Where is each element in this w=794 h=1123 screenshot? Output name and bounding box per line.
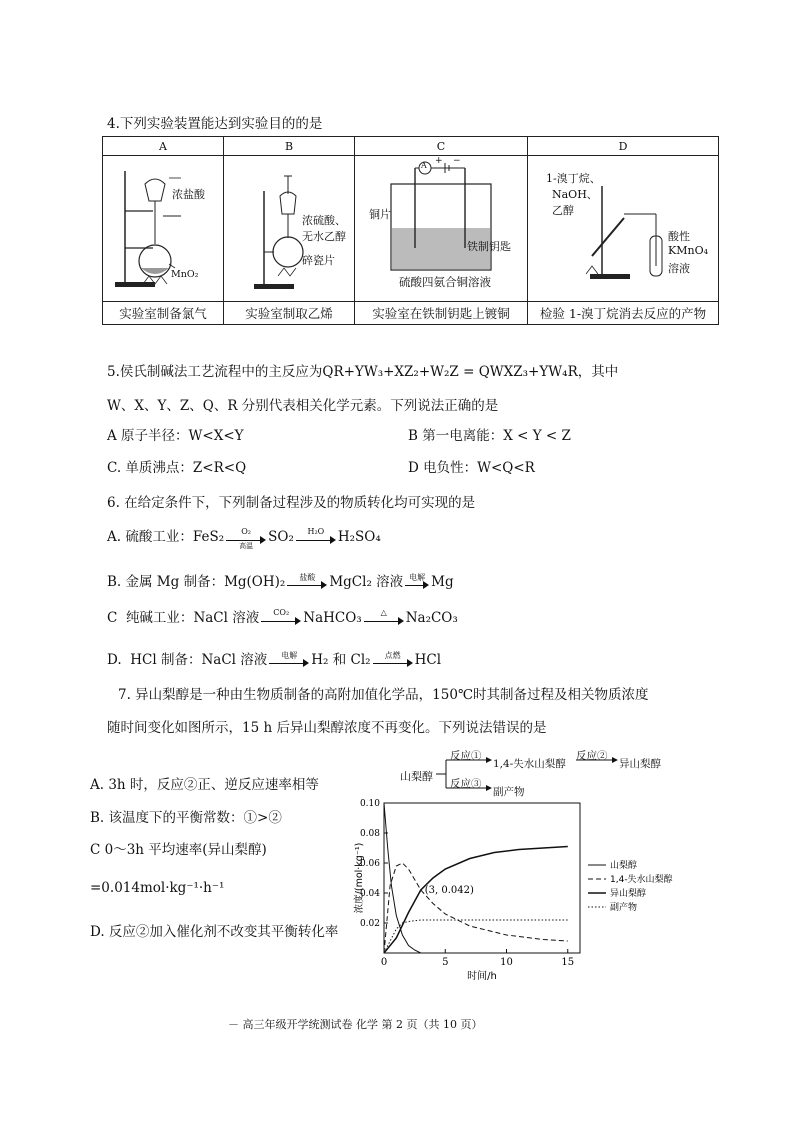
- x-tick-label: 0: [380, 957, 388, 968]
- caption-b: 实验室制取乙烯: [224, 302, 355, 325]
- label-porcelain: 碎瓷片: [302, 254, 335, 267]
- scheme-sorbitol: 山梨醇: [400, 770, 433, 783]
- caption-c: 实验室在铁制钥匙上镀铜: [355, 302, 528, 325]
- apparatus-a-cell: [103, 156, 224, 302]
- y-tick-label: 0.08: [359, 829, 380, 839]
- header-b: B: [224, 137, 355, 156]
- legend-label-2: 异山梨醇: [610, 889, 647, 899]
- page-footer: － 高三年级开学统测试卷 化学 第 2 页（共 10 页）: [228, 1018, 483, 1031]
- label-kmno4: KMnO₄: [668, 244, 708, 257]
- x-axis-label: 时间/h: [467, 971, 497, 982]
- q6-option-d: D. HCl 制备：NaCl 溶液 电解 H₂ 和 Cl₂ 点燃 HCl: [107, 650, 442, 668]
- scheme-product: 异山梨醇: [619, 758, 661, 770]
- label-plus: +: [435, 156, 443, 166]
- q7-option-d: D. 反应②加入催化剂不改变其平衡转化率: [90, 924, 339, 940]
- scheme-byproduct: 副产物: [493, 786, 525, 798]
- ammeter-icon: A: [421, 161, 427, 170]
- annotation-label: (3, 0.042): [424, 885, 474, 896]
- x-tick-label: 10: [500, 957, 513, 968]
- header-c: C: [355, 137, 528, 156]
- q7-option-a: A. 3h 时，反应②正、逆反应速率相等: [90, 777, 319, 793]
- apparatus-d-cell: [528, 156, 719, 302]
- apparatus-b-cell: [224, 156, 355, 302]
- label-ethanol: 无水乙醇: [302, 230, 346, 243]
- scheme-reaction-2: 反应②: [576, 750, 608, 762]
- scheme-reaction-1: 反应①: [450, 750, 482, 762]
- series-line-0: [384, 803, 421, 953]
- q6-option-a: A. 硫酸工业：FeS₂ O₂ 高温 SO₂ H₂O H₂SO₄: [107, 526, 381, 550]
- x-tick-label: 15: [561, 957, 575, 968]
- q7-option-c-cont: =0.014mol·kg⁻¹·h⁻¹: [90, 880, 225, 896]
- q7-line2: 随时间变化如图所示，15 h 后异山梨醇浓度不再变化。下列说法错误的是: [107, 720, 547, 736]
- label-solution-d: 溶液: [668, 262, 690, 275]
- label-naoh: NaOH、: [552, 188, 598, 201]
- label-mno2: MnO₂: [171, 269, 199, 280]
- label-solution: 硫酸四氨合铜溶液: [399, 275, 491, 289]
- label-acidic: 酸性: [668, 230, 690, 243]
- q6-option-b: B. 金属 Mg 制备：Mg(OH)₂ 盐酸 MgCl₂ 溶液 电解 Mg: [107, 572, 454, 590]
- y-tick-label: 0.02: [359, 919, 380, 929]
- legend-label-1: 1,4-失水山梨醇: [610, 875, 673, 885]
- legend-label-0: 山梨醇: [610, 861, 638, 871]
- q5-option-a: A 原子半径：W<X<Y: [107, 428, 244, 444]
- legend-label-3: 副产物: [610, 903, 638, 913]
- y-tick-label: 0.10: [359, 799, 380, 809]
- label-conc-h2so4: 浓硫酸、: [302, 214, 346, 227]
- y-tick-label: 0.06: [359, 859, 380, 869]
- label-copper-plate: 铜片: [369, 208, 391, 221]
- series-line-2: [384, 847, 568, 954]
- scheme-reaction-3: 反应③: [450, 778, 482, 790]
- q5-line2: W、X、Y、Z、Q、R 分别代表相关化学元素。下列说法正确的是: [107, 398, 499, 414]
- label-iron-key: 铁制钥匙: [467, 240, 511, 253]
- q5-stem: 5.侯氏制碱法工艺流程中的主反应为QR+YW₃+XZ₂+W₂Z = QWXZ₃+YW₄R，其中: [107, 364, 619, 380]
- scheme-intermediate: 1,4-失水山梨醇: [493, 758, 566, 770]
- x-tick-label: 5: [442, 957, 449, 968]
- label-ethanol-d: 乙醇: [552, 204, 574, 217]
- q7-option-c: C 0～3h 平均速率(异山梨醇): [90, 842, 267, 858]
- q7-stem: 7. 异山梨醇是一种由生物质制备的高附加值化学品，150℃时其制备过程及相关物质浓度: [118, 687, 649, 703]
- q5-option-c: C. 单质沸点：Z<R<Q: [107, 460, 247, 476]
- q6-option-c: C 纯碱工业：NaCl 溶液 CO₂ NaHCO₃ △ Na₂CO₃: [107, 607, 458, 626]
- apparatus-c-cell: [355, 156, 528, 302]
- q6-stem: 6. 在给定条件下，下列制备过程涉及的物质转化均可实现的是: [107, 495, 476, 511]
- label-bromobutane: 1-溴丁烷、: [546, 172, 601, 185]
- apparatus-table: [102, 136, 719, 325]
- concentration-chart: [350, 795, 673, 982]
- q5-option-d: D 电负性：W<Q<R: [408, 460, 535, 476]
- header-a: A: [103, 137, 224, 156]
- chlorine-apparatus-diagram: [103, 156, 223, 298]
- header-d: D: [528, 137, 719, 156]
- label-conc-hcl: 浓盐酸: [172, 188, 205, 201]
- q7-option-b: B. 该温度下的平衡常数：①>②: [90, 810, 282, 826]
- y-tick-label: 0.04: [359, 889, 380, 899]
- label-minus: −: [453, 156, 461, 166]
- caption-a: 实验室制备氯气: [103, 302, 224, 325]
- q5-option-b: B 第一电离能：X < Y < Z: [408, 428, 571, 444]
- q4-stem: 4.下列实验装置能达到实验目的的是: [107, 116, 323, 132]
- caption-d: 检验 1-溴丁烷消去反应的产物: [528, 302, 719, 325]
- y-axis-label: 浓度/(mol·kg⁻¹): [354, 842, 365, 914]
